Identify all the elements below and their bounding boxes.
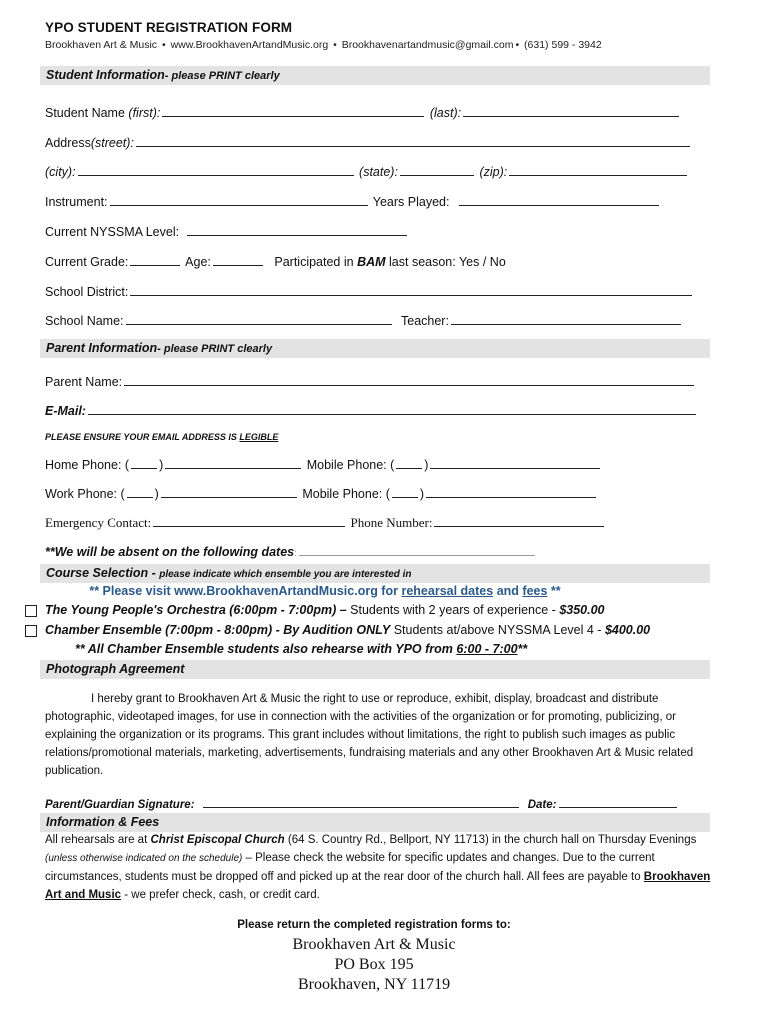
signature-field[interactable] (203, 795, 519, 808)
home-phone-row: Home Phone: ( ) Mobile Phone: ( ) (45, 456, 602, 472)
bullet-2: • (333, 39, 337, 51)
mobile-area-code-field-1[interactable] (396, 456, 422, 469)
chamber-checkbox[interactable] (25, 625, 37, 637)
mobile-area-code-field-2[interactable] (392, 485, 418, 498)
nyssma-level-field[interactable] (187, 223, 407, 236)
mailing-address-line-1: Brookhaven Art & Music (292, 936, 456, 953)
grade-row: Current Grade: Age: Participated in BAM last season: Yes / No (45, 255, 506, 269)
ypo-checkbox[interactable] (25, 605, 37, 617)
phone-number: (631) 599 - 3942 (524, 39, 602, 51)
website-link[interactable]: www.BrookhavenArtandMusic.org (170, 39, 329, 51)
work-phone-field[interactable] (161, 485, 297, 498)
parent-info-heading: Parent Information- please PRINT clearly (46, 341, 273, 355)
info-fees-text: All rehearsals are at Christ Episcopal Church (64 S. Country Rd., Bellport, NY 11713) in the church hall on Thursday Evenings (unless otherwise indicated on the schedule) – Please check the website for specific updates and changes. Due to the current circumstances, students must be dropped off and picked up at the rear door of the church hall. All fees are payable to Brookhaven Art and Music - we prefer check, cash, or credit card. (45, 834, 711, 901)
home-phone-field[interactable] (165, 456, 301, 469)
student-name-row: Student Name (first): (last): (45, 104, 681, 120)
contact-line (45, 39, 604, 51)
email-row: E-Mail: (45, 402, 698, 418)
visit-website-note: ** Please visit www.BrookhavenArtandMusic.org for rehearsal dates and fees ** (89, 584, 561, 598)
form-title: YPO STUDENT REGISTRATION FORM (45, 20, 293, 35)
nyssma-row: Current NYSSMA Level: (45, 223, 409, 239)
org-name: Brookhaven Art & Music (45, 39, 158, 51)
work-area-code-field[interactable] (127, 485, 153, 498)
teacher-field[interactable] (451, 312, 681, 325)
student-info-heading: Student Information- please PRINT clearly (46, 68, 280, 82)
photo-agreement-text: I hereby grant to Brookhaven Art & Music the right to use or reproduce, exhibit, display, broadcast and distribute photographic, videotaped images, for use in connection with the activities of the organization or for promoting, publicizing, or explaining the organization or its programs. This grant includes without limitations, the right to publish such images as public relations/promotional materials, marketing, advertisements, fundraising materials and any other Brookhaven Art & Music related publication. (45, 693, 694, 777)
mobile-phone-field-1[interactable] (430, 456, 600, 469)
info-fees-heading: Information & Fees (46, 815, 160, 829)
emergency-row: Emergency Contact: Phone Number: (45, 514, 606, 531)
emergency-contact-field[interactable] (153, 514, 345, 527)
age-field[interactable] (213, 253, 263, 266)
school-name-row: School Name: Teacher: (45, 312, 683, 328)
city-field[interactable] (78, 163, 354, 176)
email-link[interactable]: Brookhavenartandmusic@gmail.com (341, 39, 514, 51)
school-district-row: School District: (45, 283, 694, 299)
email-legible-note: PLEASE ENSURE YOUR EMAIL ADDRESS IS LEGIBLE (45, 432, 279, 442)
return-instructions: Please return the completed registration forms to: (237, 919, 511, 931)
emergency-phone-field[interactable] (434, 514, 604, 527)
ypo-option: The Young People's Orchestra (6:00pm - 7:00pm) – Students with 2 years of experience - $350.00 (45, 603, 605, 617)
absent-dates-field[interactable] (299, 543, 535, 556)
absent-dates-row: **We will be absent on the following dates: (45, 543, 537, 559)
work-phone-row: Work Phone: ( ) Mobile Phone: ( ) (45, 485, 598, 501)
instrument-row: Instrument: Years Played: (45, 193, 661, 209)
bullet-1: • (161, 39, 166, 51)
rehearsal-dates-link[interactable]: rehearsal dates (401, 584, 494, 598)
email-field[interactable] (88, 402, 696, 415)
mailing-address-line-3: Brookhaven, NY 11719 (297, 976, 451, 993)
student-info-band (40, 66, 710, 85)
state-field[interactable] (400, 163, 474, 176)
instrument-field[interactable] (110, 193, 368, 206)
parent-name-row: Parent Name: (45, 373, 696, 389)
street-row: Address(street): (45, 134, 692, 150)
info-fees-band (40, 813, 710, 832)
course-selection-heading: Course Selection - please indicate which ensemble you are interested in (46, 566, 412, 580)
course-selection-band (40, 564, 710, 583)
mailing-address-line-2: PO Box 195 (334, 956, 414, 973)
last-name-field[interactable] (463, 104, 679, 117)
signature-row: Parent/Guardian Signature: Date: (45, 795, 679, 811)
photo-agreement-band (40, 660, 710, 679)
date-field[interactable] (559, 795, 677, 808)
chamber-option: Chamber Ensemble (7:00pm - 8:00pm) - By Audition ONLY Students at/above NYSSMA Level 4 - $400.00 (45, 623, 651, 637)
mobile-phone-field-2[interactable] (426, 485, 596, 498)
fees-link[interactable]: fees (522, 584, 548, 598)
zip-field[interactable] (509, 163, 687, 176)
parent-name-field[interactable] (124, 373, 694, 386)
city-row: (city): (state): (zip): (45, 163, 689, 179)
photo-agreement-heading: Photograph Agreement (46, 662, 185, 676)
parent-info-band (40, 339, 710, 358)
first-name-field[interactable] (162, 104, 424, 117)
school-district-field[interactable] (130, 283, 692, 296)
school-name-field[interactable] (126, 312, 392, 325)
grade-field[interactable] (130, 253, 180, 266)
bullet-3: • (515, 39, 520, 51)
chamber-note: ** All Chamber Ensemble students also rehearse with YPO from 6:00 - 7:00** (75, 642, 528, 656)
years-played-field[interactable] (459, 193, 659, 206)
home-area-code-field[interactable] (131, 456, 157, 469)
participated-yes-no[interactable]: last season: Yes / No (389, 255, 506, 269)
street-field[interactable] (136, 134, 690, 147)
